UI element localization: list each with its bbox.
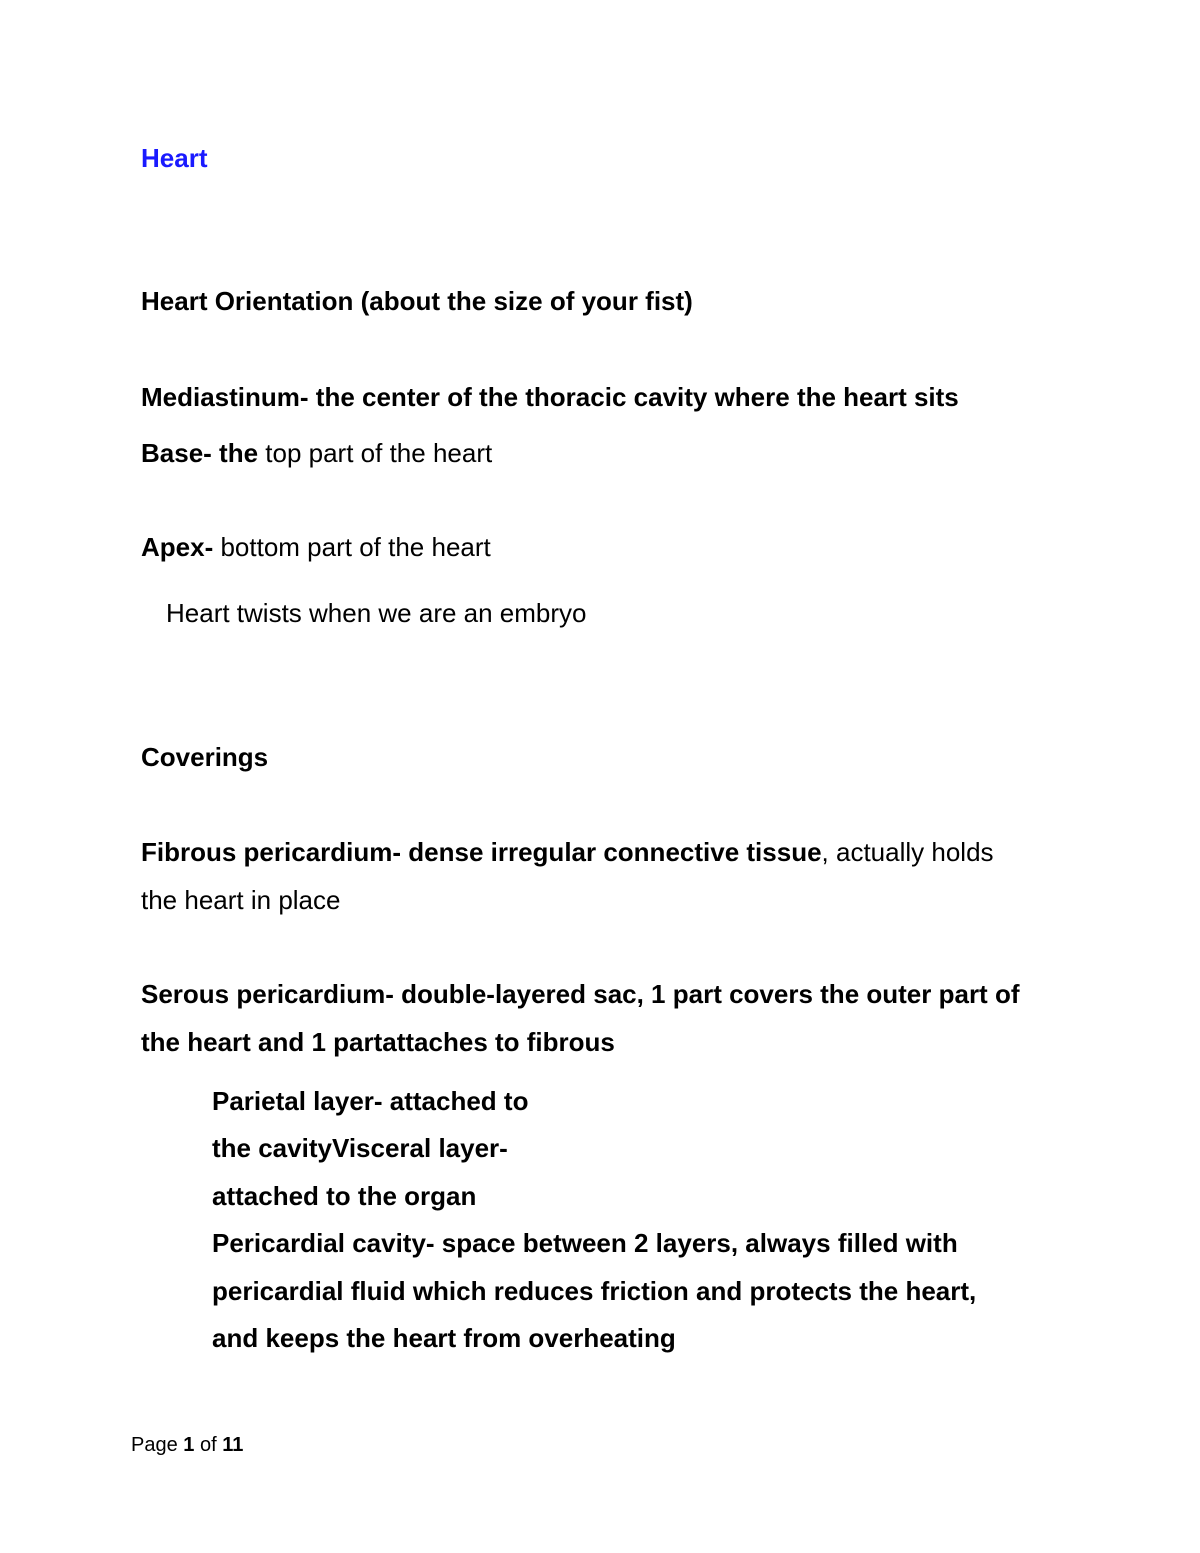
mediastinum-definition: Mediastinum- the center of the thoracic cavity where the heart sits <box>141 382 959 412</box>
sub-line: Parietal layer- attached to <box>212 1086 529 1116</box>
page-footer <box>131 1432 243 1458</box>
serous-pericardium-line1: Serous pericardium- double-layered sac, 1 part covers the outer part of <box>141 979 1020 1009</box>
apex-description: bottom part of the heart <box>213 532 491 562</box>
section-heading-coverings: Coverings <box>141 742 269 772</box>
page-current: 1 <box>183 1434 195 1456</box>
document-title: Heart <box>141 143 208 173</box>
apex-term: Apex- <box>141 532 214 562</box>
base-description: top part of the heart <box>258 438 493 468</box>
base-definition <box>141 437 492 469</box>
page-total: 11 <box>222 1434 244 1456</box>
heart-twist-note: Heart twists when we are an embryo <box>166 598 587 628</box>
sub-line: Pericardial cavity- space between 2 layers, always filled with <box>212 1228 958 1258</box>
of-label: of <box>199 1434 217 1456</box>
base-term: Base- the <box>141 438 259 468</box>
fibrous-pericardium-rest: , actually holds <box>821 837 994 867</box>
serous-pericardium-line2: the heart and 1 partattaches to fibrous <box>141 1027 615 1057</box>
section-heading-orientation: Heart Orientation (about the size of your fist) <box>141 286 693 316</box>
fibrous-pericardium-term: Fibrous pericardium- dense irregular connective tissue <box>141 837 822 867</box>
apex-definition <box>141 531 491 563</box>
sub-line: the cavityVisceral layer- <box>212 1133 508 1163</box>
sub-line: and keeps the heart from overheating <box>212 1323 676 1353</box>
sub-line: pericardial fluid which reduces friction and protects the heart, <box>212 1276 977 1306</box>
fibrous-pericardium-line2: the heart in place <box>141 885 341 915</box>
fibrous-pericardium-line1 <box>141 836 994 868</box>
page-label: Page <box>131 1434 178 1456</box>
sub-line: attached to the organ <box>212 1181 477 1211</box>
